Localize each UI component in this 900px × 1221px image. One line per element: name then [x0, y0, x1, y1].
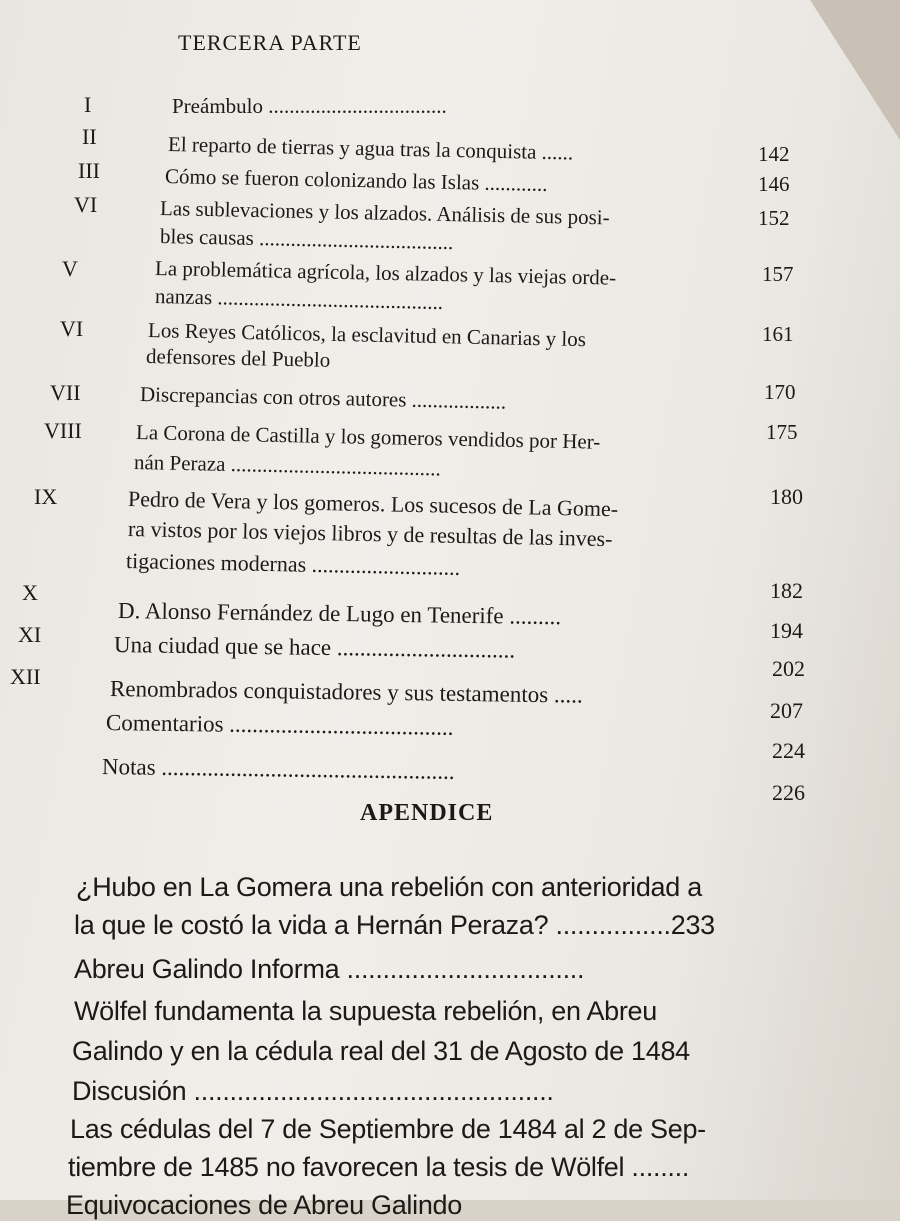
chapter-page: 146	[758, 172, 790, 196]
chapter-title-cont: tigaciones modernas ...........................	[125, 548, 461, 580]
chapter-number: V	[62, 256, 78, 281]
apendice-line: Abreu Galindo Informa .................................	[74, 954, 585, 984]
chapter-title: Discrepancias con otros autores ..................	[139, 382, 507, 414]
chapter-title: Una ciudad que se hace ...............................	[113, 632, 516, 663]
apendice-line: la que le costó la vida a Hernán Peraza? ................233	[74, 910, 715, 940]
apendice-line: Discusión ..................................................	[72, 1076, 554, 1106]
chapter-page: 180	[770, 484, 803, 509]
chapter-page: 152	[758, 206, 790, 230]
chapter-title-cont: ra vistos por los viejos libros y de resultas de las inves-	[127, 516, 613, 552]
chapter-number: X	[22, 580, 38, 605]
chapter-title: Pedro de Vera y los gomeros. Los sucesos de La Gome-	[127, 486, 619, 522]
chapter-number: II	[82, 124, 97, 149]
chapter-title: La problemática agrícola, los alzados y las viejas orde-	[154, 256, 617, 290]
chapter-number: XII	[10, 664, 41, 689]
chapter-title: Renombrados conquistadores y sus testamentos .....	[109, 676, 583, 708]
apendice-title: APENDICE	[360, 800, 494, 826]
chapter-page: 161	[762, 322, 794, 346]
chapter-number: VI	[60, 316, 84, 341]
apendice-line: ¿Hubo en La Gomera una rebelión con anterioridad a	[76, 872, 702, 902]
chapter-page: 182	[770, 578, 803, 603]
chapter-title-cont: bles causas .....................................	[159, 224, 454, 255]
chapter-number: XI	[18, 622, 42, 647]
page-corner	[810, 0, 900, 140]
chapter-number: VII	[50, 380, 81, 405]
chapter-number: I	[84, 92, 92, 117]
chapter-page: 224	[772, 738, 805, 763]
chapter-title-cont: nanzas ...........................................	[154, 284, 444, 315]
chapter-title: Cómo se fueron colonizando las Islas ............	[164, 164, 548, 197]
chapter-title: Los Reyes Católicos, la esclavitud en Canarias y los	[147, 318, 587, 352]
chapter-title: Preámbulo ..................................	[172, 94, 447, 118]
chapter-number: IX	[34, 484, 58, 509]
apendice-line: tiembre de 1485 no favorecen la tesis de Wölfel ........	[68, 1152, 690, 1182]
chapter-page: 175	[766, 420, 798, 444]
apendice-line: Wölfel fundamenta la supuesta rebelión, en Abreu	[74, 996, 657, 1026]
apendice-line: Las cédulas del 7 de Septiembre de 1484 al 2 de Sep-	[70, 1114, 706, 1144]
chapter-title: El reparto de tierras y agua tras la conquista ......	[167, 132, 574, 165]
chapter-page: 207	[770, 698, 803, 723]
apendice-line: Galindo y en la cédula real del 31 de Agosto de 1484	[72, 1036, 690, 1066]
part-title: TERCERA PARTE	[178, 30, 362, 55]
chapter-title: D. Alonso Fernández de Lugo en Tenerife .........	[117, 598, 562, 630]
chapter-title-cont: nán Peraza ........................................	[133, 450, 441, 481]
chapter-number: III	[78, 158, 100, 183]
chapter-page: 142	[758, 142, 790, 166]
notas-entry: Notas ...................................................	[101, 754, 455, 784]
chapter-page: 194	[770, 618, 803, 643]
chapter-page: 157	[762, 262, 794, 286]
chapter-title: Las sublevaciones y los alzados. Análisis de sus posi-	[159, 196, 610, 230]
chapter-number: VIII	[44, 418, 82, 443]
comentarios-entry: Comentarios .......................................	[105, 710, 454, 740]
apendice-line: Equivocaciones de Abreu Galindo	[66, 1190, 462, 1220]
last-page-number: 226	[772, 780, 805, 805]
chapter-number: VI	[74, 192, 98, 217]
chapter-page: 170	[764, 380, 796, 404]
chapter-page: 202	[772, 656, 805, 681]
chapter-title: La Corona de Castilla y los gomeros vendidos por Her-	[135, 420, 601, 454]
chapter-title-cont: defensores del Pueblo	[145, 344, 331, 372]
